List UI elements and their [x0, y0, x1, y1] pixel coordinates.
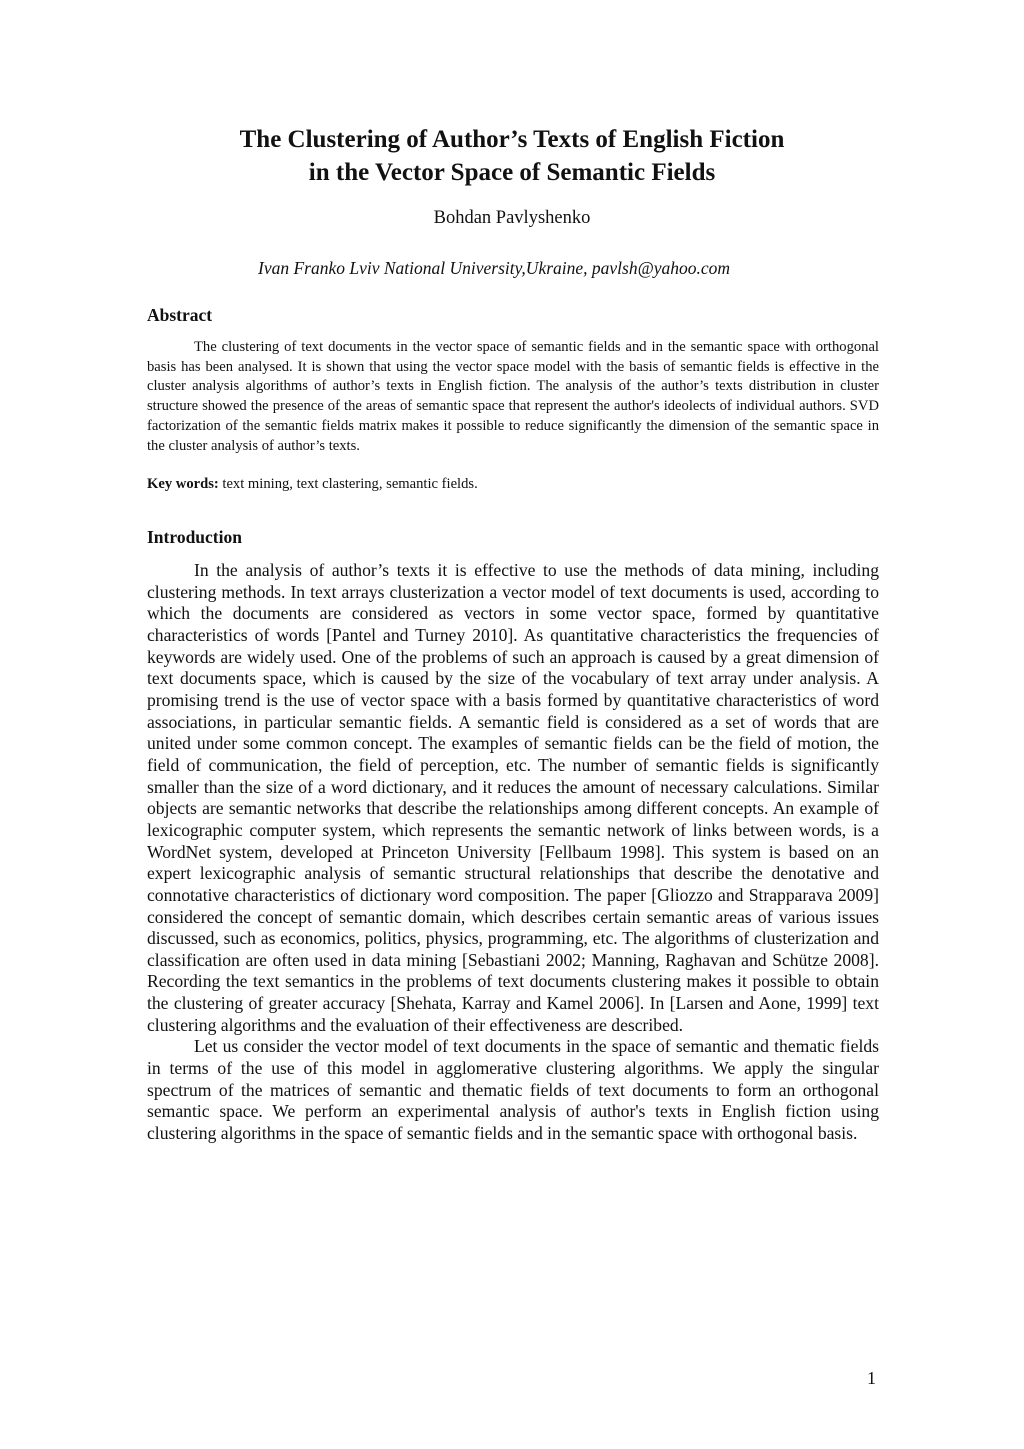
title-line-2: in the Vector Space of Semantic Fields [308, 159, 716, 186]
keywords [147, 476, 478, 493]
paper-title [0, 123, 1024, 189]
page-number: 1 [867, 1368, 876, 1388]
introduction-body [147, 560, 879, 1145]
abstract-text: The clustering of text documents in the vector space of semantic fields and in the semantic space with orthogonal basis has been analysed. It is shown that using the vector space model with the basis of semantic fields is effective in the cluster analysis algorithms of author’s texts in English fiction. The analysis of the author’s texts distribution in cluster structure showed the presence of the areas of semantic space that represent the author's ideolects of individual authors. SVD factorization of the semantic fields matrix makes it possible to reduce significantly the dimension of the semantic space in the cluster analysis of author’s texts. [147, 339, 879, 454]
title-line-1: The Clustering of Author’s Texts of English Fiction [239, 126, 785, 153]
keywords-label: Key words: [147, 476, 219, 492]
abstract-body [147, 338, 879, 456]
author-name: Bohdan Pavlyshenko [433, 208, 591, 228]
paragraph: Let us consider the vector model of text documents in the space of semantic and thematic fields in terms of the use of this model in agglomerative clustering algorithms. We apply the singular spectrum of the matrices of semantic and thematic fields of text documents to form an orthogonal semantic space. We perform an experimental analysis of author's texts in English fiction using clustering algorithms in the space of semantic fields and in the semantic space with orthogonal basis. [147, 1036, 879, 1144]
paragraph: In the analysis of author’s texts it is effective to use the methods of data mining, including clustering methods. In text arrays clusterization a vector model of text documents is used, according to which the documents are considered as vectors in some vector space, formed by quantitative characteristics of words [Pantel and Turney 2010]. As quantitative characteristics the frequencies of keywords are widely used. One of the problems of such an approach is caused by a great dimension of text documents space, which is caused by the size of the vocabulary of text array under analysis. A promising trend is the use of vector space with a basis formed by quantitative characteristics of word associations, in particular semantic fields. A semantic field is considered as a set of words that are united under some common concept. The examples of semantic fields can be the field of motion, the field of communication, the field of perception, etc. The number of semantic fields is significantly smaller than the size of a word dictionary, and it reduces the amount of necessary calculations. Similar objects are semantic networks that describe the relationships among different concepts. An example of lexicographic computer system, which represents the semantic network of links between words, is a WordNet system, developed at Princeton University [Fellbaum 1998]. This system is based on an expert lexicographic analysis of semantic structural relationships that describe the denotative and connotative characteristics of dictionary word composition. The paper [Gliozzo and Strapparava 2009] considered the concept of semantic domain, which describes certain semantic areas of various issues discussed, such as economics, politics, physics, programming, etc. The algorithms of clusterization and classification are often used in data mining [Sebastiani 2002; Manning, Raghavan and Schütze 2008]. Recording the text semantics in the problems of text documents clustering makes it possible to obtain the clustering of greater accuracy [Shehata, Karray and Kamel 2006]. In [Larsen and Aone, 1999] text clustering algorithms and the evaluation of their effectiveness are described. [147, 560, 879, 1035]
introduction-heading: Introduction [147, 527, 242, 547]
keywords-text: text mining, text clastering, semantic fields. [218, 476, 478, 492]
abstract-heading: Abstract [147, 305, 213, 325]
affiliation: Ivan Franko Lviv National University,Ukraine, pavlsh@yahoo.com [258, 258, 730, 278]
